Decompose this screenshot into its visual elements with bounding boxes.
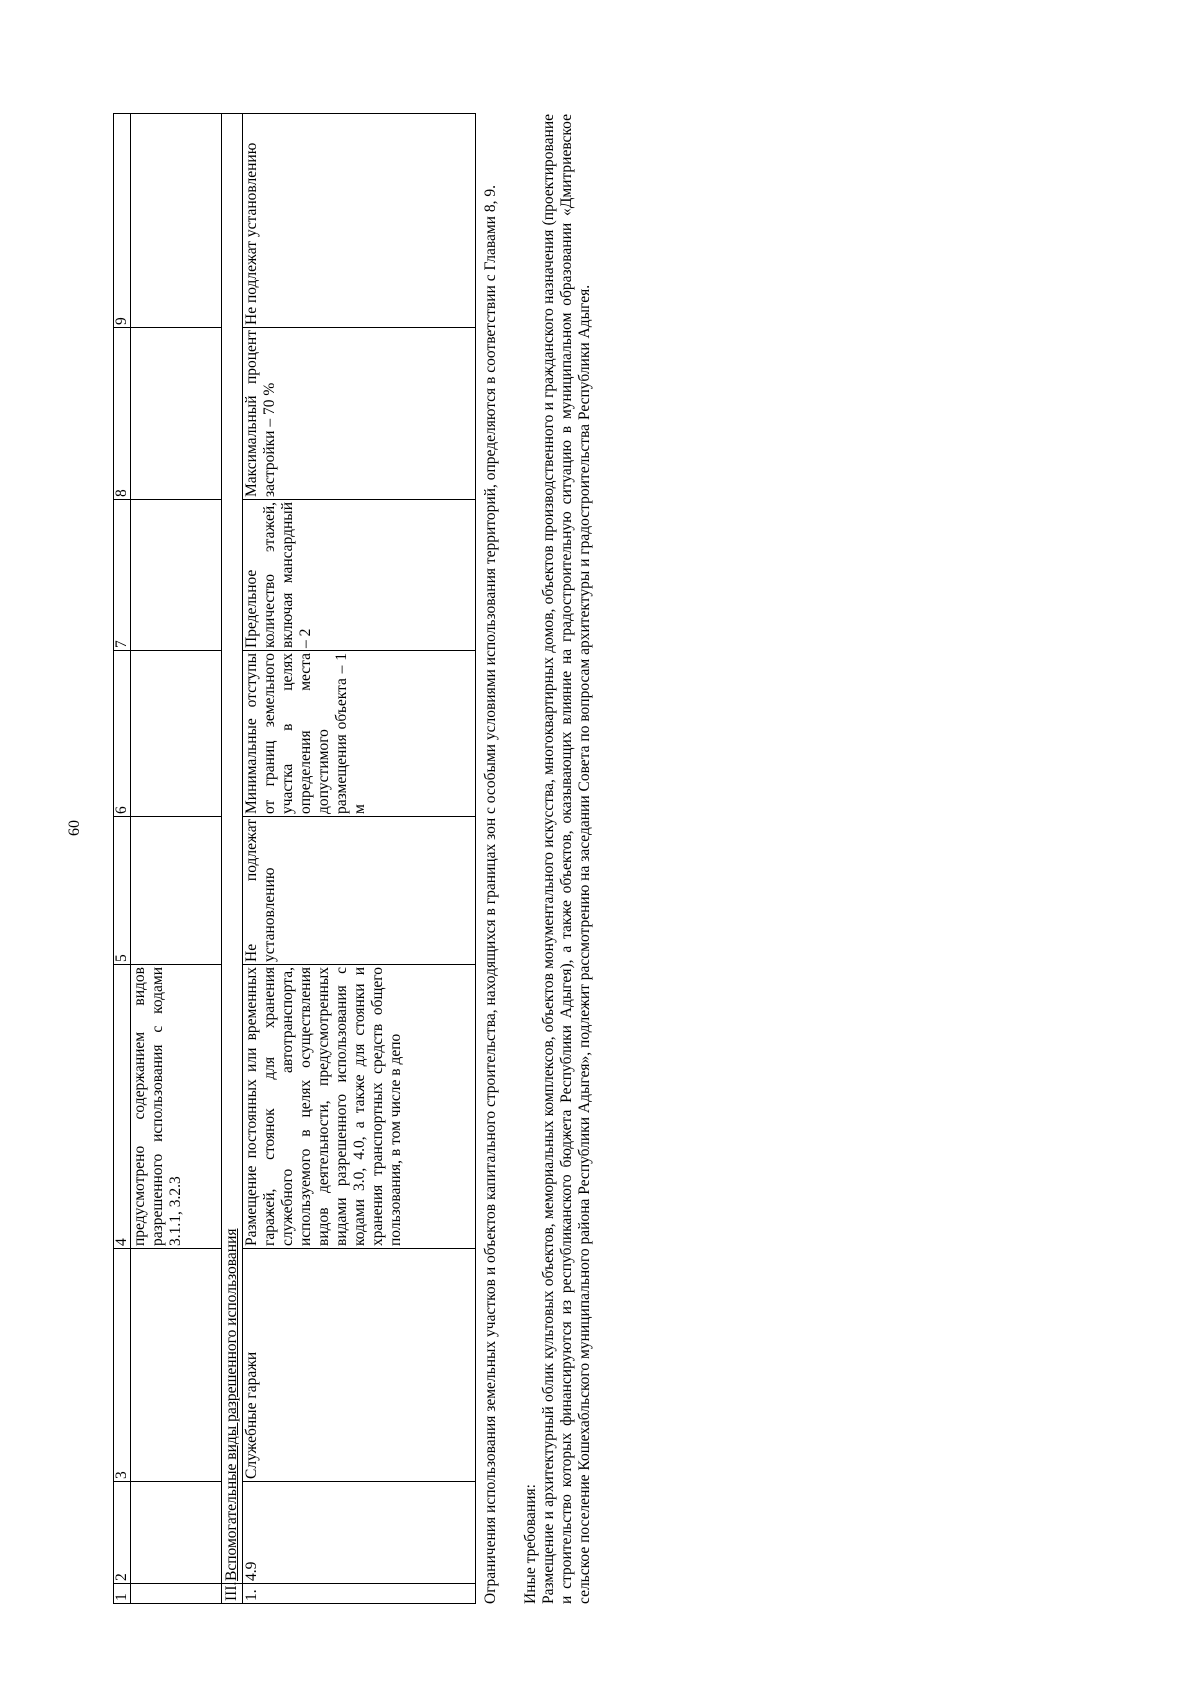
header-cell: 1 — [114, 1584, 131, 1604]
table-cell — [131, 1249, 222, 1482]
other-requirements-paragraph: Размещение и архитектурный облик культовых объектов, мемориальных комплексов, объектов монументального искусства, многоквартирных домов, объектов производственного и гражданского назначения (проектирование и строительство которых финансируются из республиканского бюджета Республики Адыгея), а также объектов, оказывающих влияние на градостроительную ситуацию в муниципальном образовании «Дмитриевское сельское поселение Кошехабльского муниципального района Республики Адыгея», подлежит рассмотрению на заседании Совета по вопросам архитектуры и градостроительства Республики Адыгея. — [540, 114, 593, 1604]
section-title-cell — [222, 114, 243, 1584]
page-number: 60 — [66, 820, 83, 836]
other-requirements-title: Иные требования: — [522, 1484, 539, 1604]
header-cell: 3 — [114, 1249, 131, 1482]
table-cell: 1. — [243, 1584, 476, 1604]
table-cell — [131, 651, 222, 817]
header-cell: 7 — [114, 500, 131, 651]
header-cell: 2 — [114, 1482, 131, 1584]
table-cell: Минимальные отступы от границ земельного участка в целях определения места допустимого размещения объекта – 1 м — [243, 651, 476, 817]
header-cell: 9 — [114, 114, 131, 328]
header-cell: 8 — [114, 328, 131, 500]
restrictions-paragraph: Ограничения использования земельных участков и объектов капитального строительства, находящихся в границах зон с особыми условиями использования территорий, определяются в соответствии с Главами 8, 9. — [482, 185, 499, 1604]
table-cell — [131, 817, 222, 965]
table-row — [131, 114, 222, 1604]
table-cell — [131, 114, 222, 328]
table-cell: Максимальный процент застройки – 70 % — [243, 328, 476, 500]
landscape-content — [113, 114, 723, 1604]
table-cell: Размещение постоянных или временных гаражей, стоянок для хранения служебного автотранспорта, используемого в целях осуществления видов деятельности, предусмотренных видами разрешенного использования с кодами 3.0, 4.0, а также для стоянки и хранения транспортных средств общего пользования, в том числе в депо — [243, 965, 476, 1249]
table-cell: 4.9 — [243, 1482, 476, 1584]
section-title: Вспомогательные виды разрешенного использования — [223, 1228, 240, 1581]
table-cell: Служебные гаражи — [243, 1249, 476, 1482]
table-header-row — [114, 114, 131, 1604]
header-cell: 5 — [114, 817, 131, 965]
table-cell: предусмотрено содержанием видов разрешенного использования с кодами 3.1.1, 3.2.3 — [131, 965, 222, 1249]
table-cell — [131, 1584, 222, 1604]
table-cell: Не подлежат установлению — [243, 817, 476, 965]
header-cell: 6 — [114, 651, 131, 817]
table-row — [243, 114, 476, 1604]
table-cell — [131, 1482, 222, 1584]
header-cell: 4 — [114, 965, 131, 1249]
table-cell — [131, 500, 222, 651]
table-cell — [131, 328, 222, 500]
section-number: III. — [222, 1584, 243, 1604]
section-row — [222, 114, 243, 1604]
table-cell: Не подлежат установлению — [243, 114, 476, 328]
table-cell: Предельное количество этажей, включая мансардный – 2 — [243, 500, 476, 651]
regulations-table — [113, 113, 476, 1604]
